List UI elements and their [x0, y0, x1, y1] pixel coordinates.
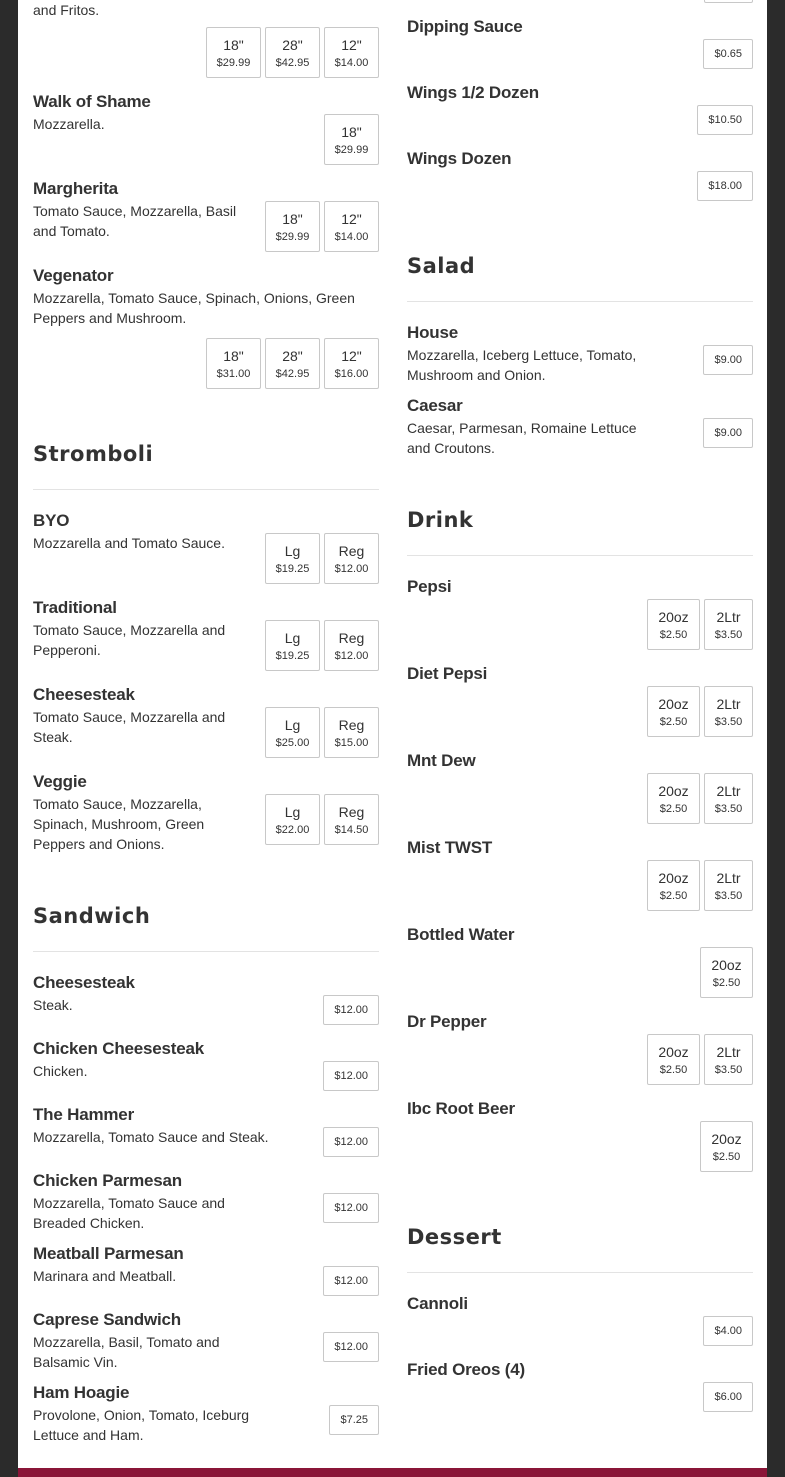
item-name: Mnt Dew: [407, 751, 476, 770]
item-name: Chicken Cheesesteak: [33, 1039, 205, 1058]
price-options: [703, 418, 753, 448]
price-option[interactable]: [703, 39, 753, 69]
price-value: $3.50: [714, 802, 743, 815]
price-value: $22.00: [275, 823, 310, 836]
price-value: $12.00: [334, 1275, 368, 1287]
price-value: $14.50: [334, 823, 369, 836]
price-option[interactable]: [323, 1127, 379, 1157]
price-option[interactable]: [323, 1266, 379, 1296]
price-options: [647, 860, 753, 911]
size-label: 2Ltr: [716, 608, 741, 625]
price-option[interactable]: [323, 995, 379, 1025]
price-value: $2.50: [659, 715, 688, 728]
price-value: $12.00: [334, 1136, 368, 1148]
size-label: Lg: [284, 716, 301, 733]
price-value: $12.00: [334, 1070, 368, 1082]
price-value: $31.00: [216, 367, 251, 380]
item-name: Diet Pepsi: [407, 664, 488, 683]
price-value: $2.50: [659, 1063, 688, 1076]
price-option[interactable]: [265, 533, 320, 584]
price-options: [700, 947, 753, 998]
price-options: [324, 114, 379, 165]
menu-item-partial: [33, 0, 379, 69]
price-option[interactable]: [323, 1061, 379, 1091]
item-description: Tomato Sauce, Mozzarella and Steak.: [33, 709, 226, 745]
price-options: [265, 794, 379, 845]
item-name: Wings Dozen: [407, 149, 512, 168]
price-value: $42.95: [275, 56, 310, 69]
size-label: 12": [341, 210, 362, 227]
price-value: $0.65: [714, 48, 742, 60]
price-options: [265, 620, 379, 671]
item-description: Tomato Sauce, Mozzarella and Pepperoni.: [33, 622, 226, 658]
section-title-drink: Drink: [407, 508, 474, 532]
price-option[interactable]: [647, 860, 700, 911]
price-option[interactable]: [647, 599, 700, 650]
item-description: Mozzarella, Tomato Sauce, Spinach, Onions, Green Peppers and Mushroom.: [33, 290, 355, 326]
size-label: 18": [223, 347, 244, 364]
item-name: Walk of Shame: [33, 92, 151, 111]
price-options: [323, 1127, 379, 1157]
price-value: $29.99: [334, 143, 369, 156]
size-label: 20oz: [658, 608, 689, 625]
size-label: 20oz: [658, 1043, 689, 1060]
item-description: Mozzarella, Basil, Tomato and Balsamic Vin.: [33, 1334, 220, 1370]
menu-sheet: [18, 0, 767, 1468]
item-description: Caesar, Parmesan, Romaine Lettuce and Croutons.: [407, 420, 637, 456]
price-options: [647, 599, 753, 650]
price-option[interactable]: [700, 947, 753, 998]
price-option[interactable]: [697, 105, 753, 135]
item-description: Marinara and Meatball.: [33, 1268, 177, 1284]
price-options: [265, 707, 379, 758]
price-option[interactable]: [704, 686, 753, 737]
size-label: 20oz: [658, 869, 689, 886]
price-options: [265, 201, 379, 252]
price-option[interactable]: [265, 794, 320, 845]
item-description: Mozzarella and Tomato Sauce.: [33, 535, 225, 551]
price-value: $19.25: [275, 562, 310, 575]
price-value: $2.50: [712, 976, 741, 989]
price-value: $18.00: [708, 180, 742, 192]
footer-accent-bar: [18, 1468, 767, 1477]
price-option[interactable]: [703, 1316, 753, 1346]
size-label: 2Ltr: [716, 1043, 741, 1060]
price-options: [329, 1405, 379, 1435]
price-options: [697, 105, 753, 135]
price-value: $9.00: [714, 354, 742, 366]
price-options: [703, 1316, 753, 1346]
section-title-dessert: Dessert: [407, 1225, 502, 1249]
section-title-sandwich: Sandwich: [33, 904, 151, 928]
price-value: $12.00: [334, 1004, 368, 1016]
size-label: 28": [282, 347, 303, 364]
item-name: Cheesesteak: [33, 973, 135, 992]
price-value: $9.00: [714, 427, 742, 439]
price-option[interactable]: [323, 1332, 379, 1362]
price-value: $14.00: [334, 230, 369, 243]
item-name: Margherita: [33, 179, 118, 198]
price-option[interactable]: [324, 114, 379, 165]
item-name: Chicken Parmesan: [33, 1171, 182, 1190]
price-value: $4.00: [714, 1325, 742, 1337]
price-value: $6.00: [714, 1391, 742, 1403]
price-option[interactable]: [265, 620, 320, 671]
item-name: Mist TWST: [407, 838, 493, 857]
price-value: $29.99: [216, 56, 251, 69]
price-option[interactable]: [700, 1121, 753, 1172]
size-label: Lg: [284, 542, 301, 559]
item-name: Traditional: [33, 598, 117, 617]
section-divider: [33, 951, 379, 952]
size-label: 2Ltr: [716, 695, 741, 712]
price-option[interactable]: [323, 1193, 379, 1223]
section-divider: [407, 301, 753, 302]
price-value: $3.50: [714, 628, 743, 641]
price-value: $2.50: [659, 628, 688, 641]
item-name: Cheesesteak: [33, 685, 135, 704]
price-options: [323, 1061, 379, 1091]
size-label: Reg: [338, 803, 365, 820]
price-option[interactable]: [324, 27, 379, 78]
size-label: Reg: [338, 716, 365, 733]
price-option-partial[interactable]: [704, 0, 753, 3]
price-options: [647, 686, 753, 737]
size-label: Reg: [338, 629, 365, 646]
item-name: Pepsi: [407, 577, 452, 596]
price-value: $12.00: [334, 649, 369, 662]
price-option[interactable]: [265, 338, 320, 389]
price-option[interactable]: [697, 171, 753, 201]
item-name: Caesar: [407, 396, 463, 415]
price-option[interactable]: [324, 338, 379, 389]
price-options: [323, 1193, 379, 1223]
item-name: Dr Pepper: [407, 1012, 487, 1031]
price-value: $15.00: [334, 736, 369, 749]
price-value: $14.00: [334, 56, 369, 69]
price-option[interactable]: [206, 27, 261, 78]
item-name: Caprese Sandwich: [33, 1310, 181, 1329]
size-label: 12": [341, 36, 362, 53]
price-value: $16.00: [334, 367, 369, 380]
price-option[interactable]: [265, 27, 320, 78]
price-option[interactable]: [704, 1034, 753, 1085]
size-label: 20oz: [711, 956, 742, 973]
price-options: [697, 171, 753, 201]
price-value: $42.95: [275, 367, 310, 380]
item-description: Tomato Sauce, Mozzarella, Basil and Tomato.: [33, 203, 237, 239]
price-options: [206, 27, 379, 78]
price-value: $12.00: [334, 1202, 368, 1214]
size-label: Lg: [284, 629, 301, 646]
price-option[interactable]: [324, 533, 379, 584]
item-description: Provolone, Onion, Tomato, Iceburg Lettuce and Ham.: [33, 1407, 250, 1443]
item-description: Mozzarella, Iceberg Lettuce, Tomato, Mushroom and Onion.: [407, 347, 637, 383]
item-name: Ibc Root Beer: [407, 1099, 515, 1118]
size-label: Reg: [338, 542, 365, 559]
size-label: 20oz: [658, 695, 689, 712]
price-options: [703, 345, 753, 375]
price-value: $12.00: [334, 562, 369, 575]
price-option[interactable]: [265, 201, 320, 252]
price-options: [323, 1266, 379, 1296]
item-name: The Hammer: [33, 1105, 134, 1124]
price-option[interactable]: [703, 345, 753, 375]
size-label: 18": [282, 210, 303, 227]
size-label: 20oz: [658, 782, 689, 799]
price-option[interactable]: [704, 773, 753, 824]
size-label: 28": [282, 36, 303, 53]
price-options: [700, 1121, 753, 1172]
price-value: $7.25: [340, 1414, 368, 1426]
item-description: Steak.: [33, 997, 73, 1013]
size-label: 2Ltr: [716, 782, 741, 799]
item-description: Chicken.: [33, 1063, 88, 1079]
price-value: $2.50: [712, 1150, 741, 1163]
price-option[interactable]: [704, 599, 753, 650]
price-option[interactable]: [206, 338, 261, 389]
price-option[interactable]: [324, 620, 379, 671]
item-name: Fried Oreos (4): [407, 1360, 525, 1379]
item-name: Vegenator: [33, 266, 114, 285]
price-options: [647, 773, 753, 824]
price-value: $2.50: [659, 802, 688, 815]
item-description: Mozzarella, Tomato Sauce and Steak.: [33, 1129, 269, 1145]
price-options: [323, 995, 379, 1025]
price-option[interactable]: [703, 1382, 753, 1412]
price-value: $19.25: [275, 649, 310, 662]
item-name: Cannoli: [407, 1294, 468, 1313]
price-value: $25.00: [275, 736, 310, 749]
size-label: 20oz: [711, 1130, 742, 1147]
item-name: Bottled Water: [407, 925, 515, 944]
price-option[interactable]: [324, 201, 379, 252]
item-name: Veggie: [33, 772, 87, 791]
size-label: 2Ltr: [716, 869, 741, 886]
price-option[interactable]: [329, 1405, 379, 1435]
item-name: Ham Hoagie: [33, 1383, 130, 1402]
item-name: House: [407, 323, 458, 342]
price-options: [206, 338, 379, 389]
section-title-stromboli: Stromboli: [33, 442, 154, 466]
price-value: $29.99: [275, 230, 310, 243]
price-options: [647, 1034, 753, 1085]
item-description: Tomato Sauce, Mozzarella, Spinach, Mushroom, Green Peppers and Onions.: [33, 796, 205, 852]
price-value: $2.50: [659, 889, 688, 902]
price-value: $3.50: [714, 1063, 743, 1076]
size-label: 18": [341, 123, 362, 140]
price-option[interactable]: [703, 418, 753, 448]
size-label: 18": [223, 36, 244, 53]
section-divider: [407, 555, 753, 556]
price-value: $12.00: [334, 1341, 368, 1353]
price-value: $3.50: [714, 715, 743, 728]
item-name: Dipping Sauce: [407, 17, 523, 36]
price-options: [323, 1332, 379, 1362]
item-description: Mozzarella, Tomato Sauce and Breaded Chicken.: [33, 1195, 225, 1231]
price-options: [703, 39, 753, 69]
size-label: 12": [341, 347, 362, 364]
price-option[interactable]: [324, 794, 379, 845]
price-option[interactable]: [647, 1034, 700, 1085]
item-name: Wings 1/2 Dozen: [407, 83, 539, 102]
item-name: BYO: [33, 511, 70, 530]
section-title-salad: Salad: [407, 254, 476, 278]
section-divider: [33, 489, 379, 490]
price-options: [265, 533, 379, 584]
item-description: and Fritos.: [33, 2, 100, 18]
size-label: Lg: [284, 803, 301, 820]
item-description: Mozzarella.: [33, 116, 105, 132]
price-option[interactable]: [647, 686, 700, 737]
price-option[interactable]: [265, 707, 320, 758]
section-divider: [407, 1272, 753, 1273]
price-value: $10.50: [708, 114, 742, 126]
price-option[interactable]: [647, 773, 700, 824]
price-option[interactable]: [324, 707, 379, 758]
price-value: $3.50: [714, 889, 743, 902]
price-options: [703, 1382, 753, 1412]
item-name: Meatball Parmesan: [33, 1244, 184, 1263]
price-option[interactable]: [704, 860, 753, 911]
